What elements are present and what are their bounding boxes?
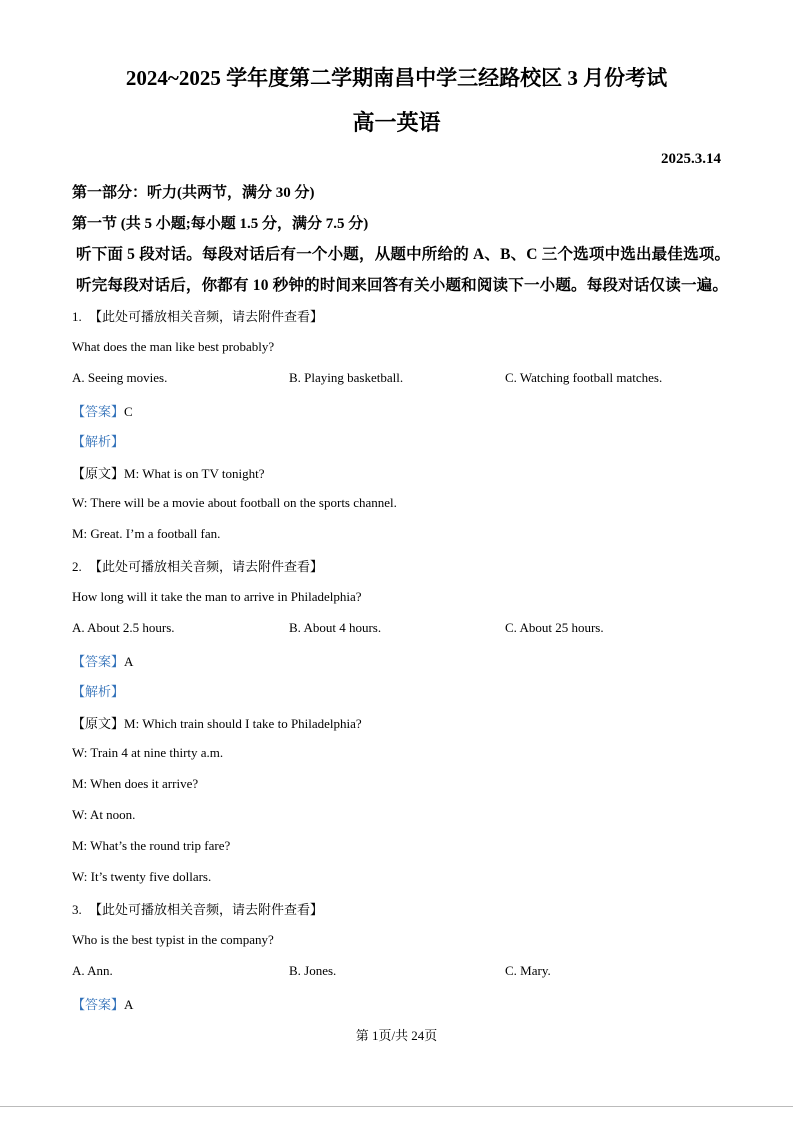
option-c: C. Mary.	[505, 963, 551, 978]
transcript-line: W: Train 4 at nine thirty a.m.	[72, 745, 224, 760]
question-number: 3.	[72, 902, 82, 917]
audio-link[interactable]: 【此处可播放相关音频，请去附件查看】	[89, 559, 324, 574]
instruction-line-2: 听完每段对话后，你都有 10 秒钟的时间来回答有关小题和阅读下一小题。每段对话仅读一遍。	[76, 277, 729, 294]
transcript-line: W: At noon.	[72, 807, 136, 822]
option-b: B. Jones.	[289, 963, 337, 978]
answer-value: A	[124, 997, 134, 1012]
question-text: Who is the best typist in the company?	[72, 932, 274, 947]
analysis-label: 【解析】	[72, 434, 125, 449]
instruction-line-1: 听下面 5 段对话。每段对话后有一个小题，从题中所给的 A、B、C 三个选项中选出最佳选项。	[76, 246, 731, 263]
section-heading: 第一节 (共 5 小题;每小题 1.5 分，满分 7.5 分)	[72, 216, 369, 232]
answer-label: 【答案】	[72, 997, 125, 1012]
transcript-line: M: Great. I’m a football fan.	[72, 526, 221, 541]
transcript-line	[72, 713, 362, 732]
answer-label: 【答案】	[72, 654, 125, 669]
option-b: B. About 4 hours.	[289, 620, 382, 635]
question-2-header	[72, 556, 323, 575]
question-text: What does the man like best probably?	[72, 339, 275, 354]
audio-link[interactable]: 【此处可播放相关音频，请去附件查看】	[89, 902, 324, 917]
option-a: A. Seeing movies.	[72, 370, 168, 385]
original-label: 【原文】	[72, 466, 125, 481]
option-a: A. About 2.5 hours.	[72, 620, 175, 635]
option-a: A. Ann.	[72, 963, 113, 978]
bottom-divider	[0, 1106, 793, 1107]
analysis-label: 【解析】	[72, 684, 125, 699]
question-text: How long will it take the man to arrive in Philadelphia?	[72, 589, 362, 604]
answer-line	[72, 401, 133, 420]
question-1-header	[72, 306, 323, 325]
option-c: C. Watching football matches.	[505, 370, 663, 385]
exam-date: 2025.3.14	[661, 151, 721, 167]
page-footer: 第 1页/共 24页	[355, 1028, 438, 1043]
original-label: 【原文】	[72, 716, 125, 731]
audio-link[interactable]: 【此处可播放相关音频，请去附件查看】	[89, 309, 324, 324]
answer-value: C	[124, 404, 133, 419]
question-3-header	[72, 899, 323, 918]
question-number: 1.	[72, 309, 82, 324]
part-heading: 第一部分：听力(共两节，满分 30 分)	[72, 185, 315, 201]
transcript-line: M: When does it arrive?	[72, 776, 199, 791]
subject-title: 高一英语	[352, 110, 441, 135]
answer-label: 【答案】	[72, 404, 125, 419]
question-number: 2.	[72, 559, 82, 574]
transcript-line: W: There will be a movie about football on the sports channel.	[72, 495, 397, 510]
transcript-line	[72, 463, 265, 482]
answer-line	[72, 994, 133, 1013]
option-b: B. Playing basketball.	[289, 370, 404, 385]
answer-value: A	[124, 654, 134, 669]
option-c: C. About 25 hours.	[505, 620, 604, 635]
transcript-text: M: Which train should I take to Philadelphia?	[124, 716, 362, 731]
transcript-text: M: What is on TV tonight?	[124, 466, 265, 481]
answer-line	[72, 651, 133, 670]
transcript-line: M: What’s the round trip fare?	[72, 838, 231, 853]
transcript-line: W: It’s twenty five dollars.	[72, 869, 212, 884]
exam-title: 2024~2025 学年度第二学期南昌中学三经路校区 3 月份考试	[125, 66, 668, 90]
